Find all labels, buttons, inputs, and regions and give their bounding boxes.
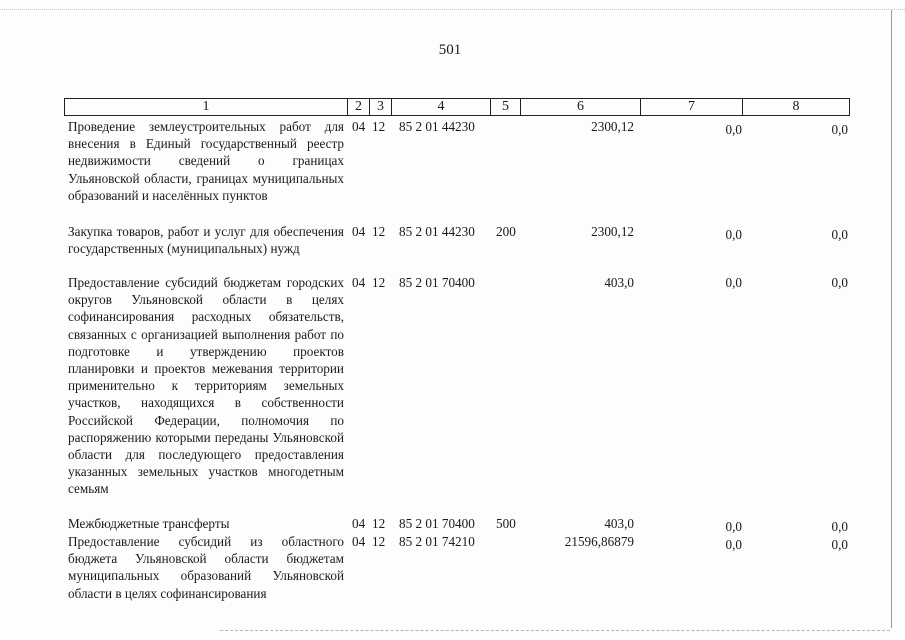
row-amount-6: 2300,12	[591, 224, 634, 239]
row-amount-7: 0,0	[725, 537, 742, 552]
row-amount-8: 0,0	[831, 275, 848, 290]
scan-edge-right	[891, 10, 892, 628]
row-target-code: 85 2 01 44230	[399, 224, 475, 239]
row-amount-8: 0,0	[831, 122, 848, 137]
row-subsection: 12	[372, 119, 386, 134]
row-amount-7: 0,0	[725, 519, 742, 534]
column-header-2: 2	[348, 99, 370, 115]
row-expense-type: 200	[496, 224, 516, 239]
row-subsection: 12	[372, 275, 386, 290]
row-target-code: 85 2 01 70400	[399, 275, 475, 290]
row-section: 04	[352, 516, 366, 531]
column-header-5: 5	[491, 99, 521, 115]
row-section: 04	[352, 534, 366, 549]
row-expense-type: 500	[496, 516, 516, 531]
row-amount-7: 0,0	[725, 122, 742, 137]
row-amount-6: 403,0	[604, 275, 634, 290]
column-header-8: 8	[792, 99, 800, 114]
table-header-row	[64, 98, 850, 116]
row-subsection: 12	[372, 516, 386, 531]
column-header-4: 4	[392, 99, 491, 115]
row-amount-6: 21596,86879	[564, 534, 634, 549]
row-amount-8: 0,0	[831, 519, 848, 534]
row-name: Предоставление субсидий бюджетам городских округов Ульяновской области в целях софинансирования расходных обязательств, связанных с организацией выполнения работ по подготовке и утверждению проектов планировки и проектов межевания территории применительно к территориям земельных участков, находящихся в собственности Российской Федерации, полномочия по распоряжению которыми переданы Ульяновской области для последующего предоставления указанных земельных участков многодетным семьям	[68, 275, 344, 497]
column-header-1: 1	[65, 99, 348, 115]
row-name: Предоставление субсидий из областного бюджета Ульяновской области бюджетам муниципальных образований Ульяновской области в целях софинансирования	[68, 534, 344, 601]
row-subsection: 12	[372, 224, 386, 239]
row-amount-7: 0,0	[725, 227, 742, 242]
row-target-code: 85 2 01 74210	[399, 534, 475, 549]
row-amount-6: 403,0	[604, 516, 634, 531]
row-section: 04	[352, 275, 366, 290]
row-section: 04	[352, 119, 366, 134]
row-name: Проведение землеустроительных работ для внесения в Единый государственный реестр недвижимости сведений о границах Ульяновской области, границах муниципальных образований и населённых пунктов	[68, 119, 344, 203]
column-header-6: 6	[521, 99, 641, 115]
row-amount-7: 0,0	[725, 275, 742, 290]
column-header-7: 7	[641, 99, 743, 115]
row-subsection: 12	[372, 534, 386, 549]
scan-edge-top	[0, 9, 905, 10]
row-target-code: 85 2 01 44230	[399, 119, 475, 134]
row-name: Закупка товаров, работ и услуг для обеспечения государственных (муниципальных) нужд	[68, 224, 344, 257]
row-section: 04	[352, 224, 366, 239]
scan-edge-bottom	[220, 630, 890, 631]
row-name: Межбюджетные трансферты	[68, 516, 230, 531]
row-amount-8: 0,0	[831, 227, 848, 242]
page-number: 501	[438, 42, 462, 58]
row-amount-6: 2300,12	[591, 119, 634, 134]
row-target-code: 85 2 01 70400	[399, 516, 475, 531]
row-amount-8: 0,0	[831, 537, 848, 552]
column-header-3: 3	[370, 99, 392, 115]
